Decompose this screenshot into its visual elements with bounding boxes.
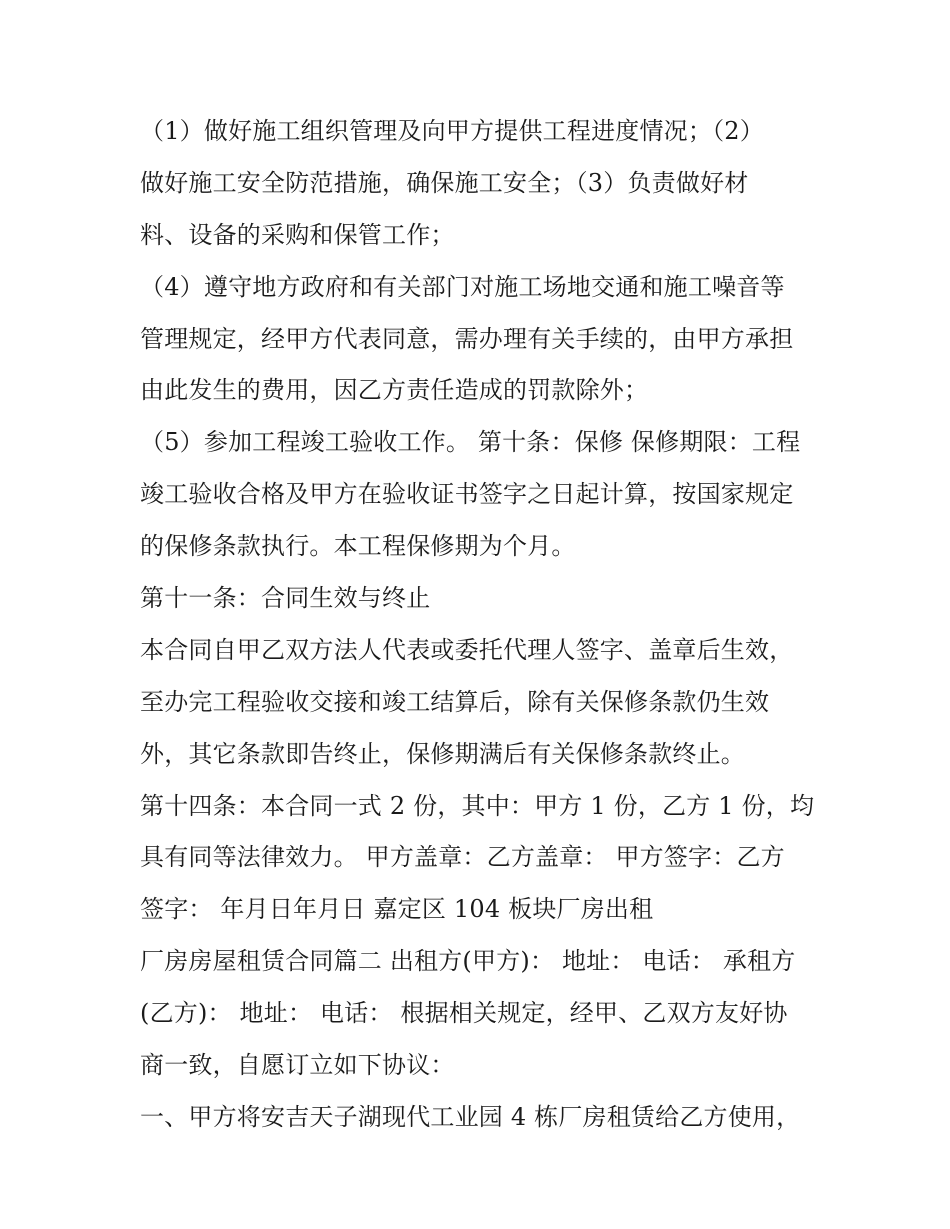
text-line: 的保修条款执行。本工程保修期为个月。 — [140, 532, 576, 561]
text-line: (乙方)： 地址： 电话： 根据相关规定，经甲、乙双方友好协 — [140, 999, 788, 1028]
text-line: 本合同自甲乙双方法人代表或委托代理人签字、盖章后生效， — [140, 635, 794, 664]
text-line: 签字： 年月日年月日 嘉定区 104 板块厂房出租 — [140, 895, 654, 924]
text-line: （5）参加工程竣工验收工作。 第十条：保修 保修期限：工程 — [140, 428, 801, 457]
text-line: 外，其它条款即告终止，保修期满后有关保修条款终止。 — [140, 739, 745, 768]
text-line: 厂房房屋租赁合同篇二 出租方(甲方)： 地址： 电话： 承租方 — [140, 947, 796, 976]
text-line: （1）做好施工组织管理及向甲方提供工程进度情况；（2） — [140, 117, 764, 145]
text-line: 第十四条：本合同一式 2 份，其中：甲方 1 份，乙方 1 份，均 — [140, 791, 815, 820]
text-line: （4）遵守地方政府和有关部门对施工场地交通和施工噪音等 — [140, 272, 785, 301]
text-line: 由此发生的费用，因乙方责任造成的罚款除外； — [140, 376, 649, 405]
section-heading: 第十一条：合同生效与终止 — [140, 584, 431, 613]
text-line: 至办完工程验收交接和竣工结算后，除有关保修条款仍生效 — [140, 687, 770, 716]
text-line: 具有同等法律效力。 甲方盖章：乙方盖章： 甲方签字：乙方 — [140, 843, 785, 872]
text-line: 一、甲方将安吉天子湖现代工业园 4 栋厂房租赁给乙方使用， — [140, 1102, 801, 1131]
document-body — [140, 106, 820, 1144]
text-line: 竣工验收合格及甲方在验收证书签字之日起计算，按国家规定 — [140, 480, 794, 509]
text-line: 做好施工安全防范措施，确保施工安全；（3）负责做好材 — [140, 168, 749, 197]
text-line: 管理规定，经甲方代表同意，需办理有关手续的，由甲方承担 — [140, 324, 794, 353]
text-line: 料、设备的采购和保管工作； — [140, 220, 455, 249]
text-line: 商一致，自愿订立如下协议： — [140, 1051, 455, 1080]
